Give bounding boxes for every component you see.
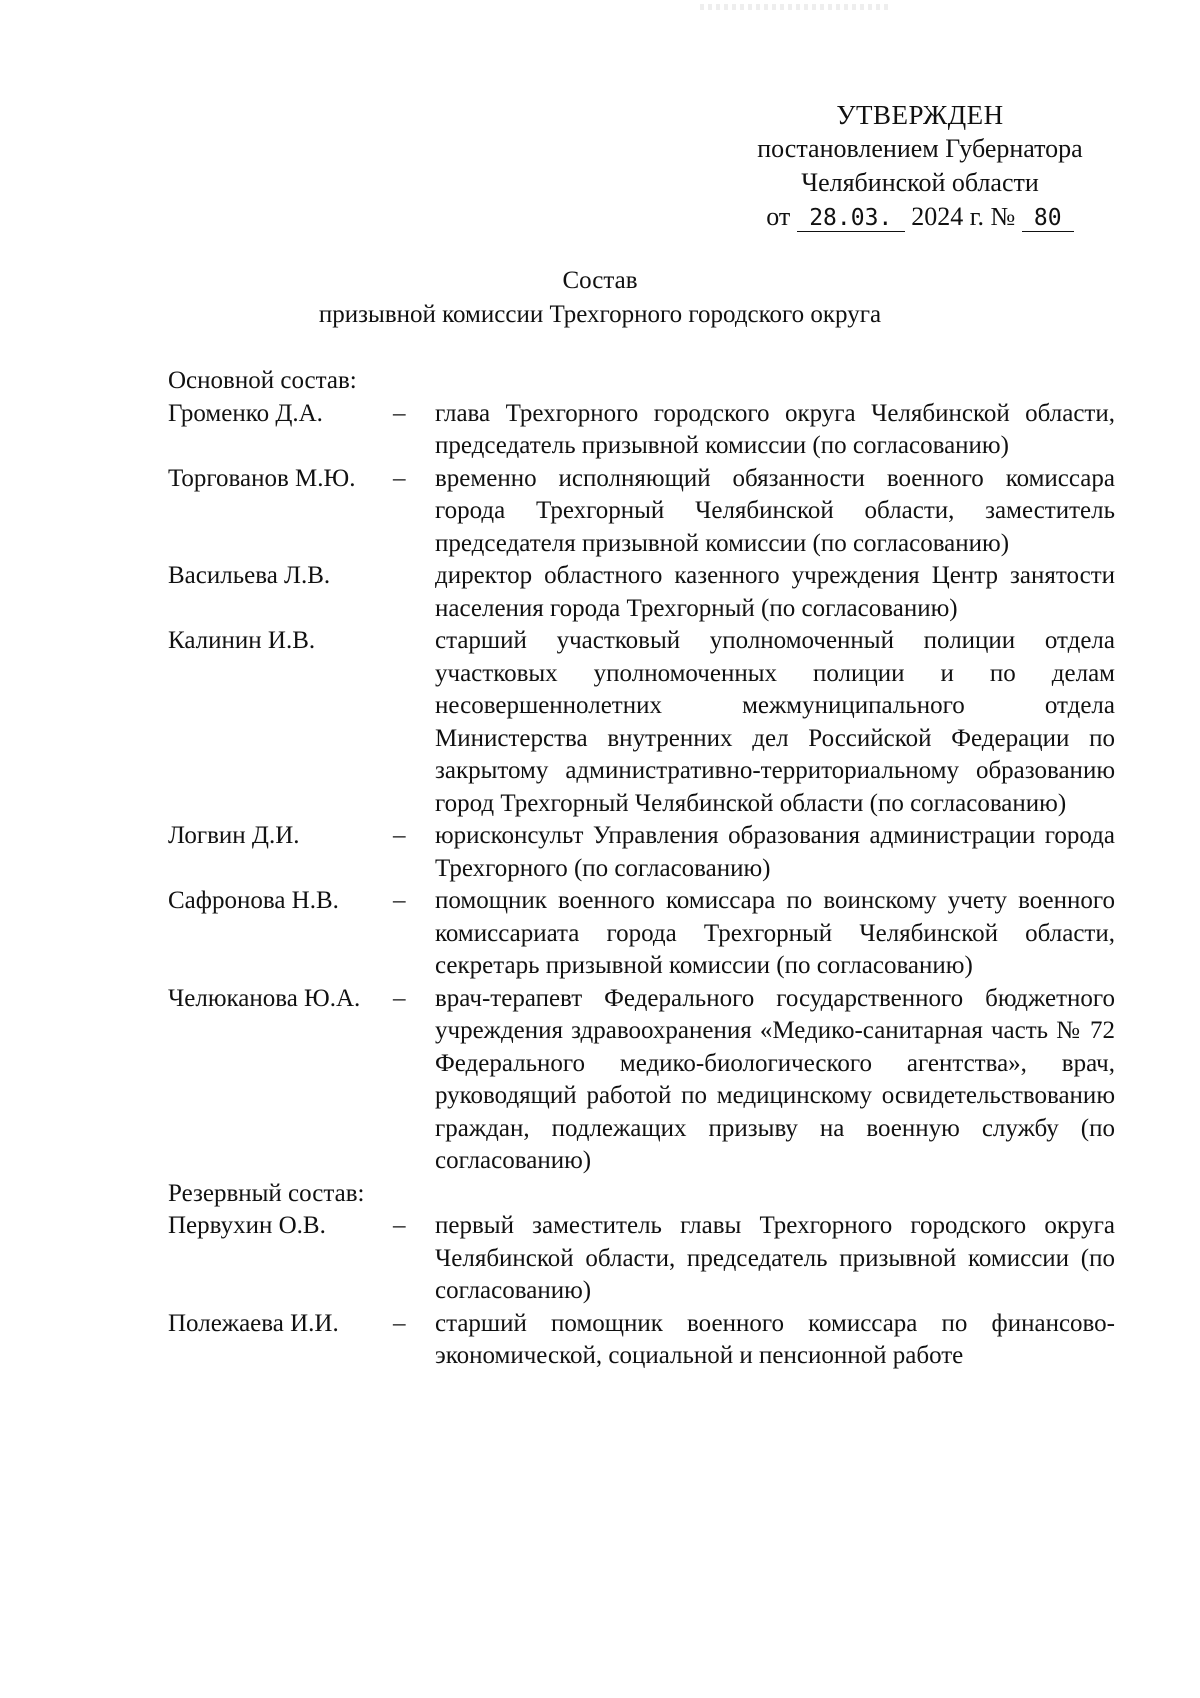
member-dash: – xyxy=(393,464,406,492)
scan-artifact xyxy=(700,4,890,10)
member-position: юрисконсульт Управления образования администрации города Трехгорного (по согласованию) xyxy=(435,822,1115,882)
member-position: старший участковый уполномоченный полиции отдела участковых уполномоченных полиции и по делам несовершеннолетних межмуниципального отдела Министерства внутренних дел Российской Федерации по закрытому административно-территориальному образованию город Трехгорный Челябинской области (по согласованию) xyxy=(435,627,1115,817)
member-name: Челюканова Ю.А. xyxy=(168,984,361,1012)
approval-title: УТВЕРЖДЕН xyxy=(836,100,1004,130)
member-name: Полежаева И.И. xyxy=(168,1309,339,1337)
main-section-label: Основной состав: xyxy=(168,367,357,394)
member-position: первый заместитель главы Трехгорного городского округа Челябинской области, председатель призывной комиссии (по согласованию) xyxy=(435,1212,1115,1304)
member-name: Логвин Д.И. xyxy=(168,822,300,849)
members-list xyxy=(168,365,1118,1373)
member-name: Громенко Д.А. xyxy=(168,399,323,427)
approval-line-2: Челябинской области xyxy=(801,168,1039,197)
heading-subtitle: призывной комиссии Трехгорного городского округа xyxy=(318,301,882,328)
member-name: Первухин О.В. xyxy=(168,1212,326,1239)
member-row xyxy=(168,463,1118,561)
approval-line-1: постановлением Губернатора xyxy=(757,134,1083,163)
approval-date: 28.03. xyxy=(797,205,905,232)
member-row xyxy=(168,625,1118,820)
reserve-members xyxy=(168,1210,1118,1373)
member-dash: – xyxy=(393,822,406,849)
member-position: помощник военного комиссара по воинскому учету военного комиссариата города Трехгорный Челябинской области, секретарь призывной комиссии (по согласованию) xyxy=(435,887,1115,979)
member-row xyxy=(168,820,1118,885)
document-heading xyxy=(0,264,1200,332)
approval-from-prefix: от xyxy=(766,202,791,231)
member-name: Торгованов М.Ю. xyxy=(168,464,356,492)
reserve-section-label: Резервный состав: xyxy=(168,1179,365,1207)
member-position: временно исполняющий обязанности военного комиссара города Трехгорный Челябинской области, заместитель председателя призывной комиссии (по согласованию) xyxy=(435,464,1115,557)
member-dash: – xyxy=(393,399,406,427)
member-dash: – xyxy=(393,984,406,1012)
heading-title: Состав xyxy=(562,267,638,294)
member-position: старший помощник военного комиссара по финансово-экономической, социальной и пенсионной работе xyxy=(435,1309,1115,1369)
member-position: врач-терапевт Федерального государственного бюджетного учреждения здравоохранения «Медико-санитарная часть № 72 Федерального медико-биологического агентства», врач, руководящий работой по медицинскому освидетельствованию граждан, подлежащих призыву на военную службу (по согласованию) xyxy=(435,984,1115,1174)
member-name: Калинин И.В. xyxy=(168,627,316,654)
member-row xyxy=(168,1308,1118,1373)
member-dash: – xyxy=(393,887,406,914)
member-position: глава Трехгорного городского округа Челябинской области, председатель призывной комиссии (по согласованию) xyxy=(435,399,1115,459)
member-row xyxy=(168,398,1118,463)
member-dash: – xyxy=(393,1309,406,1337)
main-members xyxy=(168,398,1118,1178)
member-position: директор областного казенного учреждения Центр занятости населения города Трехгорный (по согласованию) xyxy=(435,562,1115,622)
member-row xyxy=(168,885,1118,983)
approval-stamp xyxy=(720,98,1120,234)
member-row xyxy=(168,1210,1118,1308)
member-name: Васильева Л.В. xyxy=(168,562,331,589)
approval-year: 2024 г. № xyxy=(911,202,1016,231)
member-name: Сафронова Н.В. xyxy=(168,887,339,914)
approval-number: 80 xyxy=(1022,205,1074,232)
member-row xyxy=(168,983,1118,1178)
member-dash: – xyxy=(393,1212,406,1239)
approval-date-line xyxy=(720,200,1120,234)
member-row xyxy=(168,560,1118,625)
